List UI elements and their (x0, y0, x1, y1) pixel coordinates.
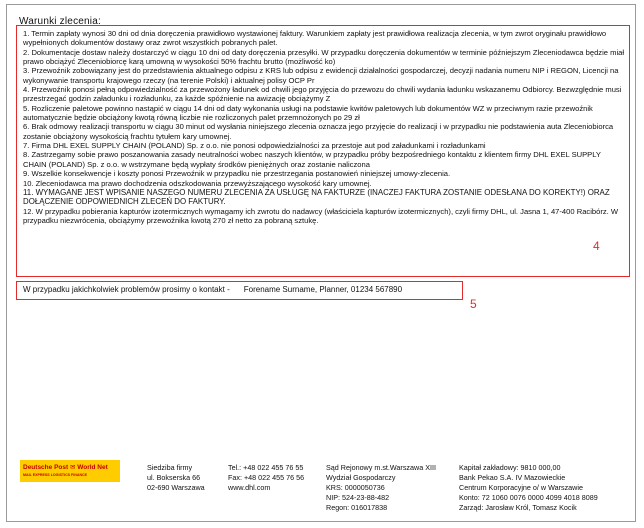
footer (0, 460, 644, 520)
footer-line: 02-690 Warszawa (147, 483, 205, 492)
conditions-box (16, 25, 630, 277)
condition-item: 4. Przewoźnik ponosi pełną odpowiedzialność za przewożony ładunek od chwili jego przyjęcia do przewozu do chwili wydania ładunku wskazanemu Odbiorcy. Bezwzględnie musi przestrzegać godzin załadunku i rozładunku, za każde spóźnienie na awizację obciążymy Z (23, 85, 622, 104)
footer-line: Zarząd: Jarosław Król, Tomasz Kocik (459, 503, 577, 512)
footer-bank (459, 463, 598, 513)
footer-contact (228, 463, 304, 493)
contact-box (16, 281, 463, 300)
footer-line: Siedziba firmy (147, 463, 193, 472)
condition-item: 2. Dokumentacje dostaw należy dostarczyć w ciągu 10 dni od daty doręczenia przesyłki. W przypadku doręczenia dokumentów w terminie późniejszym Zleceniodawca będzie miał prawo obciążyć Zleceniobiorcę karą umowną w wysokości 50% frachtu brutto (możliwość ko) (23, 47, 625, 67)
footer-line: Regon: 016017838 (326, 503, 388, 512)
logo-tagline: MAIL EXPRESS LOGISTICS FINANCE (23, 473, 88, 477)
condition-item: 11. WYMAGANE JEST WPISANIE NASZEGO NUMERU ZLECENIA ZA USŁUGĘ NA FAKTURZE (INACZEJ FAKTURA ZOSTANIE ODESŁANA DO KOREKTY!) ORAZ DOŁĄCZENIE ODPOWIEDNICH ZLECEŃ DO FAKTURY. (23, 187, 610, 207)
footer-line: KRS: 0000050736 (326, 483, 385, 492)
deutsche-post-logo (20, 460, 120, 482)
footer-address (147, 463, 205, 493)
footer-line: Konto: 72 1060 0076 0000 4099 4018 8089 (459, 493, 598, 502)
contact-person: Forename Surname, Planner, 01234 567890 (243, 285, 403, 294)
condition-item: 5. Rozliczenie paletowe powinno nastąpić w ciągu 14 dni od daty wykonania usługi na podstawie kwitów paletowych lub dokumentów WZ w przeciwnym razie przewoźnik automatycznie będzie obciążony kwotą równą liczbie nie rozliczonych palet przemnożonych po 29 zł (23, 103, 593, 123)
footer-line: Kapitał zakładowy: 9810 000,00 (459, 463, 561, 472)
annotation-label-5: 5 (470, 297, 477, 311)
website-link[interactable]: www.dhl.com (228, 483, 271, 492)
footer-line: Fax: +48 022 455 76 56 (228, 473, 305, 482)
footer-line: Bank Pekao S.A. IV Mazowieckie (459, 473, 566, 482)
conditions-list (23, 29, 625, 225)
logo-text: Deutsche Post ✉ World Net (23, 464, 108, 471)
footer-line: Centrum Korporacyjne o/ w Warszawie (459, 483, 583, 492)
annotation-label-4: 4 (593, 239, 600, 253)
footer-registration (326, 463, 436, 513)
footer-line: NIP: 524-23-88-482 (326, 493, 390, 502)
condition-item: 10. Zleceniodawca ma prawo dochodzenia odszkodowania przewyższającego wysokość kary umownej. (23, 178, 372, 188)
footer-line: ul. Bokserska 66 (147, 473, 201, 482)
condition-item: 3. Przewoźnik zobowiązany jest do przedstawienia aktualnego odpisu z KRS lub odpisu z ewidencji działalności gospodarczej, decyzji nadania numeru NIP i REGON, Licencji na wykonywanie transportu krajowego rzeczy (na terenie Polski) i aktualnej polisy OCP Pr (23, 66, 619, 85)
condition-item: 12. W przypadku pobierania kapturów izotermicznych wymagamy ich zwrotu do nadawcy (właściciela kapturów izotermicznych), czyli firmy DHL, ul. Jasna 1, 47-400 Racibórz. W przypadku niezwrócenia, obciążymy przewoźnika kwotą 270 zł netto za pobraną sztukę. (23, 206, 619, 225)
condition-item: 8. Zastrzegamy sobie prawo poszanowania zasady neutralności wobec naszych klientów, w przypadku próby bezpośredniego kontaktu z klientem firmy DHL EXEL SUPPLY CHAIN (POLAND) Sp. z o.o. w wstrzymane będą wypłaty środków pieniężnych oraz zostanie naliczona (23, 150, 601, 169)
footer-line: Sąd Rejonowy m.st.Warszawa XIII (326, 463, 436, 472)
condition-item: 1. Termin zapłaty wynosi 30 dni od dnia doręczenia prawidłowo wystawionej faktury. Warunkiem zapłaty jest prawidłowa realizacja zlecenia, w tym zwrot oryginału prawidłowo wypełnionych dokumentów dostawy oraz zwrot wszystkich pobranych palet. (23, 29, 607, 48)
condition-item: 7. Firma DHL EXEL SUPPLY CHAIN (POLAND) Sp. z o.o. nie ponosi odpowiedzialności za przestoje aut pod załadunkami i rozładunkami (23, 141, 486, 151)
footer-line: Tel.: +48 022 455 76 55 (228, 463, 304, 472)
footer-line: Wydział Gospodarczy (326, 473, 396, 482)
contact-text: W przypadku jakichkolwiek problemów prosimy o kontakt - (23, 285, 230, 294)
conditions-heading: Warunki zlecenia: (19, 16, 101, 27)
condition-item: 6. Brak odmowy realizacji transportu w ciągu 30 minut od wysłania niniejszego zlecenia oznacza jego przyjęcie do realizacji i w przypadku nie podstawienia auta Zleceniobiorca zostanie obciążony wysokością frachtu tytułem kary umownej. (23, 122, 614, 141)
condition-item: 9. Wszelkie konsekwencje i koszty ponosi Przewoźnik w przypadku nie przestrzegania postanowień niniejszej umowy-zlecenia. (23, 169, 451, 179)
